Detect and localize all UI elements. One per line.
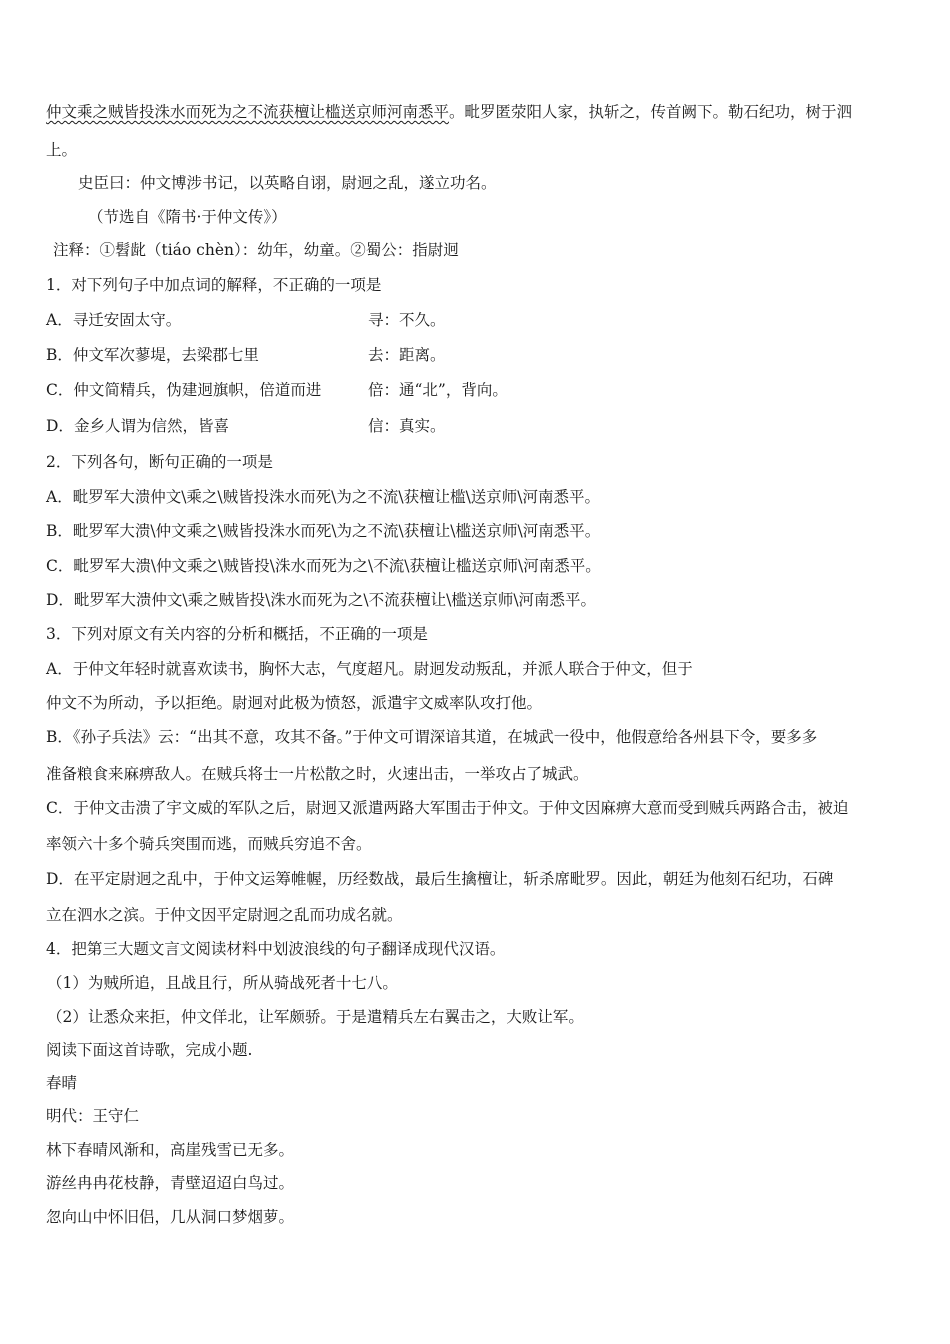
q4-sentence-1: （1）为贼所追，且战且行，所从骑战死者十七八。 — [47, 974, 398, 992]
q4-sentence-2: （2）让悉众来拒，仲文佯北，让军颇骄。于是遣精兵左右翼击之，大败让军。 — [47, 1008, 584, 1026]
option-text: 寻迁安固太守。 — [72, 311, 182, 329]
q1-option-a — [46, 310, 446, 330]
poem-intro: 阅读下面这首诗歌，完成小题. — [46, 1041, 253, 1059]
q1-option-b — [46, 345, 446, 365]
passage-line-1-rest: 。毗罗匿荥阳人家，执斩之，传首阙下。勒石纪功，树于泗 — [449, 103, 853, 121]
q3-option-d-line-1: D．在平定尉迥之乱中，于仲文运筹帷幄，历经数战，最后生擒檀让，斩杀席毗罗。因此，朝廷为他刻石纪功，石碑 — [46, 870, 834, 888]
option-text: 金乡人谓为信然，皆喜 — [73, 417, 229, 435]
poem-author: 明代：王守仁 — [46, 1107, 140, 1125]
q1-option-d — [46, 416, 446, 436]
notes: 注释：①髫龀（tiáo chèn）：幼年，幼童。②蜀公：指尉迥 — [53, 241, 459, 259]
historian-comment: 史臣曰：仲文博涉书记，以英略自诩，尉迥之乱，遂立功名。 — [78, 174, 497, 192]
q3-stem: 3．下列对原文有关内容的分析和概括，不正确的一项是 — [46, 625, 428, 643]
q3-option-c-line-1: C．于仲文击溃了宇文威的军队之后，尉迥又派遣两路大军围击于仲文。于仲文因麻痹大意而受到贼兵两路合击，被迫 — [46, 799, 849, 817]
q3-option-c-line-2: 率领六十多个骑兵突围而逃，而贼兵穷追不舍。 — [46, 835, 372, 853]
q3-option-b-line-1: B．《孙子兵法》云：“出其不意，攻其不备。”于仲文可谓深谙其道，在城武一役中，他假意给各州县下令，要多多 — [46, 728, 818, 746]
source-citation: （节选自《隋书·于仲文传》） — [88, 208, 287, 226]
q3-option-b-line-2: 准备粮食来麻痹敌人。在贼兵将士一片松散之时，火速出击，一举攻占了城武。 — [46, 765, 589, 783]
option-gloss: 去：距离。 — [368, 346, 446, 364]
q3-option-d-line-2: 立在泗水之滨。于仲文因平定尉迥之乱而功成名就。 — [46, 906, 403, 924]
q1-option-c — [46, 380, 508, 400]
option-letter: C． — [46, 381, 74, 399]
option-text: 仲文军次蓼堤，去梁郡七里 — [72, 346, 259, 364]
poem-line-1: 林下春晴风渐和，高崖残雪已无多。 — [46, 1141, 295, 1159]
q2-option-b: B．毗罗军大溃\仲文乘之\贼皆投洙水而死\为之不流\获檀让\槛送京师\河南悉平。 — [46, 522, 601, 540]
q2-option-d: D．毗罗军大溃仲文\乘之贼皆投\洙水而死为之\不流获檀让\槛送京师\河南悉平。 — [46, 591, 597, 609]
passage-line-1 — [46, 102, 852, 122]
option-gloss: 倍：通“北”，背向。 — [368, 381, 508, 399]
q2-stem: 2．下列各句，断句正确的一项是 — [46, 453, 273, 471]
q3-option-a-line-2: 仲文不为所动，予以拒绝。尉迥对此极为愤怒，派遣宇文威率队攻打他。 — [46, 694, 543, 712]
passage-line-2: 上。 — [46, 141, 78, 159]
wavy-underlined-sentence: 仲文乘之贼皆投洙水而死为之不流获檀让槛送京师河南悉平 — [46, 103, 450, 121]
option-letter: D． — [46, 417, 74, 435]
option-gloss: 寻：不久。 — [368, 311, 446, 329]
option-letter: B． — [46, 346, 73, 364]
option-letter: A． — [46, 311, 73, 329]
q2-option-a: A．毗罗军大溃仲文\乘之\贼皆投洙水而死\为之不流\获檀让槛\送京师\河南悉平。 — [46, 488, 601, 506]
q2-option-c: C．毗罗军大溃\仲文乘之\贼皆投\洙水而死为之\不流\获檀让槛送京师\河南悉平。 — [46, 557, 601, 575]
q3-option-a-line-1: A．于仲文年轻时就喜欢读书，胸怀大志，气度超凡。尉迥发动叛乱，并派人联合于仲文，但于 — [46, 660, 693, 678]
q4-stem: 4．把第三大题文言文阅读材料中划波浪线的句子翻译成现代汉语。 — [46, 940, 506, 958]
poem-line-2: 游丝冉冉花枝静，青壁迢迢白鸟过。 — [46, 1174, 295, 1192]
q1-stem: 1．对下列句子中加点词的解释，不正确的一项是 — [46, 276, 382, 294]
option-gloss: 信：真实。 — [368, 417, 446, 435]
poem-line-3: 忽向山中怀旧侣，几从洞口梦烟萝。 — [46, 1208, 295, 1226]
option-text: 仲文简精兵，伪建迥旗帜，倍道而进 — [73, 381, 322, 399]
poem-title: 春晴 — [46, 1074, 78, 1092]
